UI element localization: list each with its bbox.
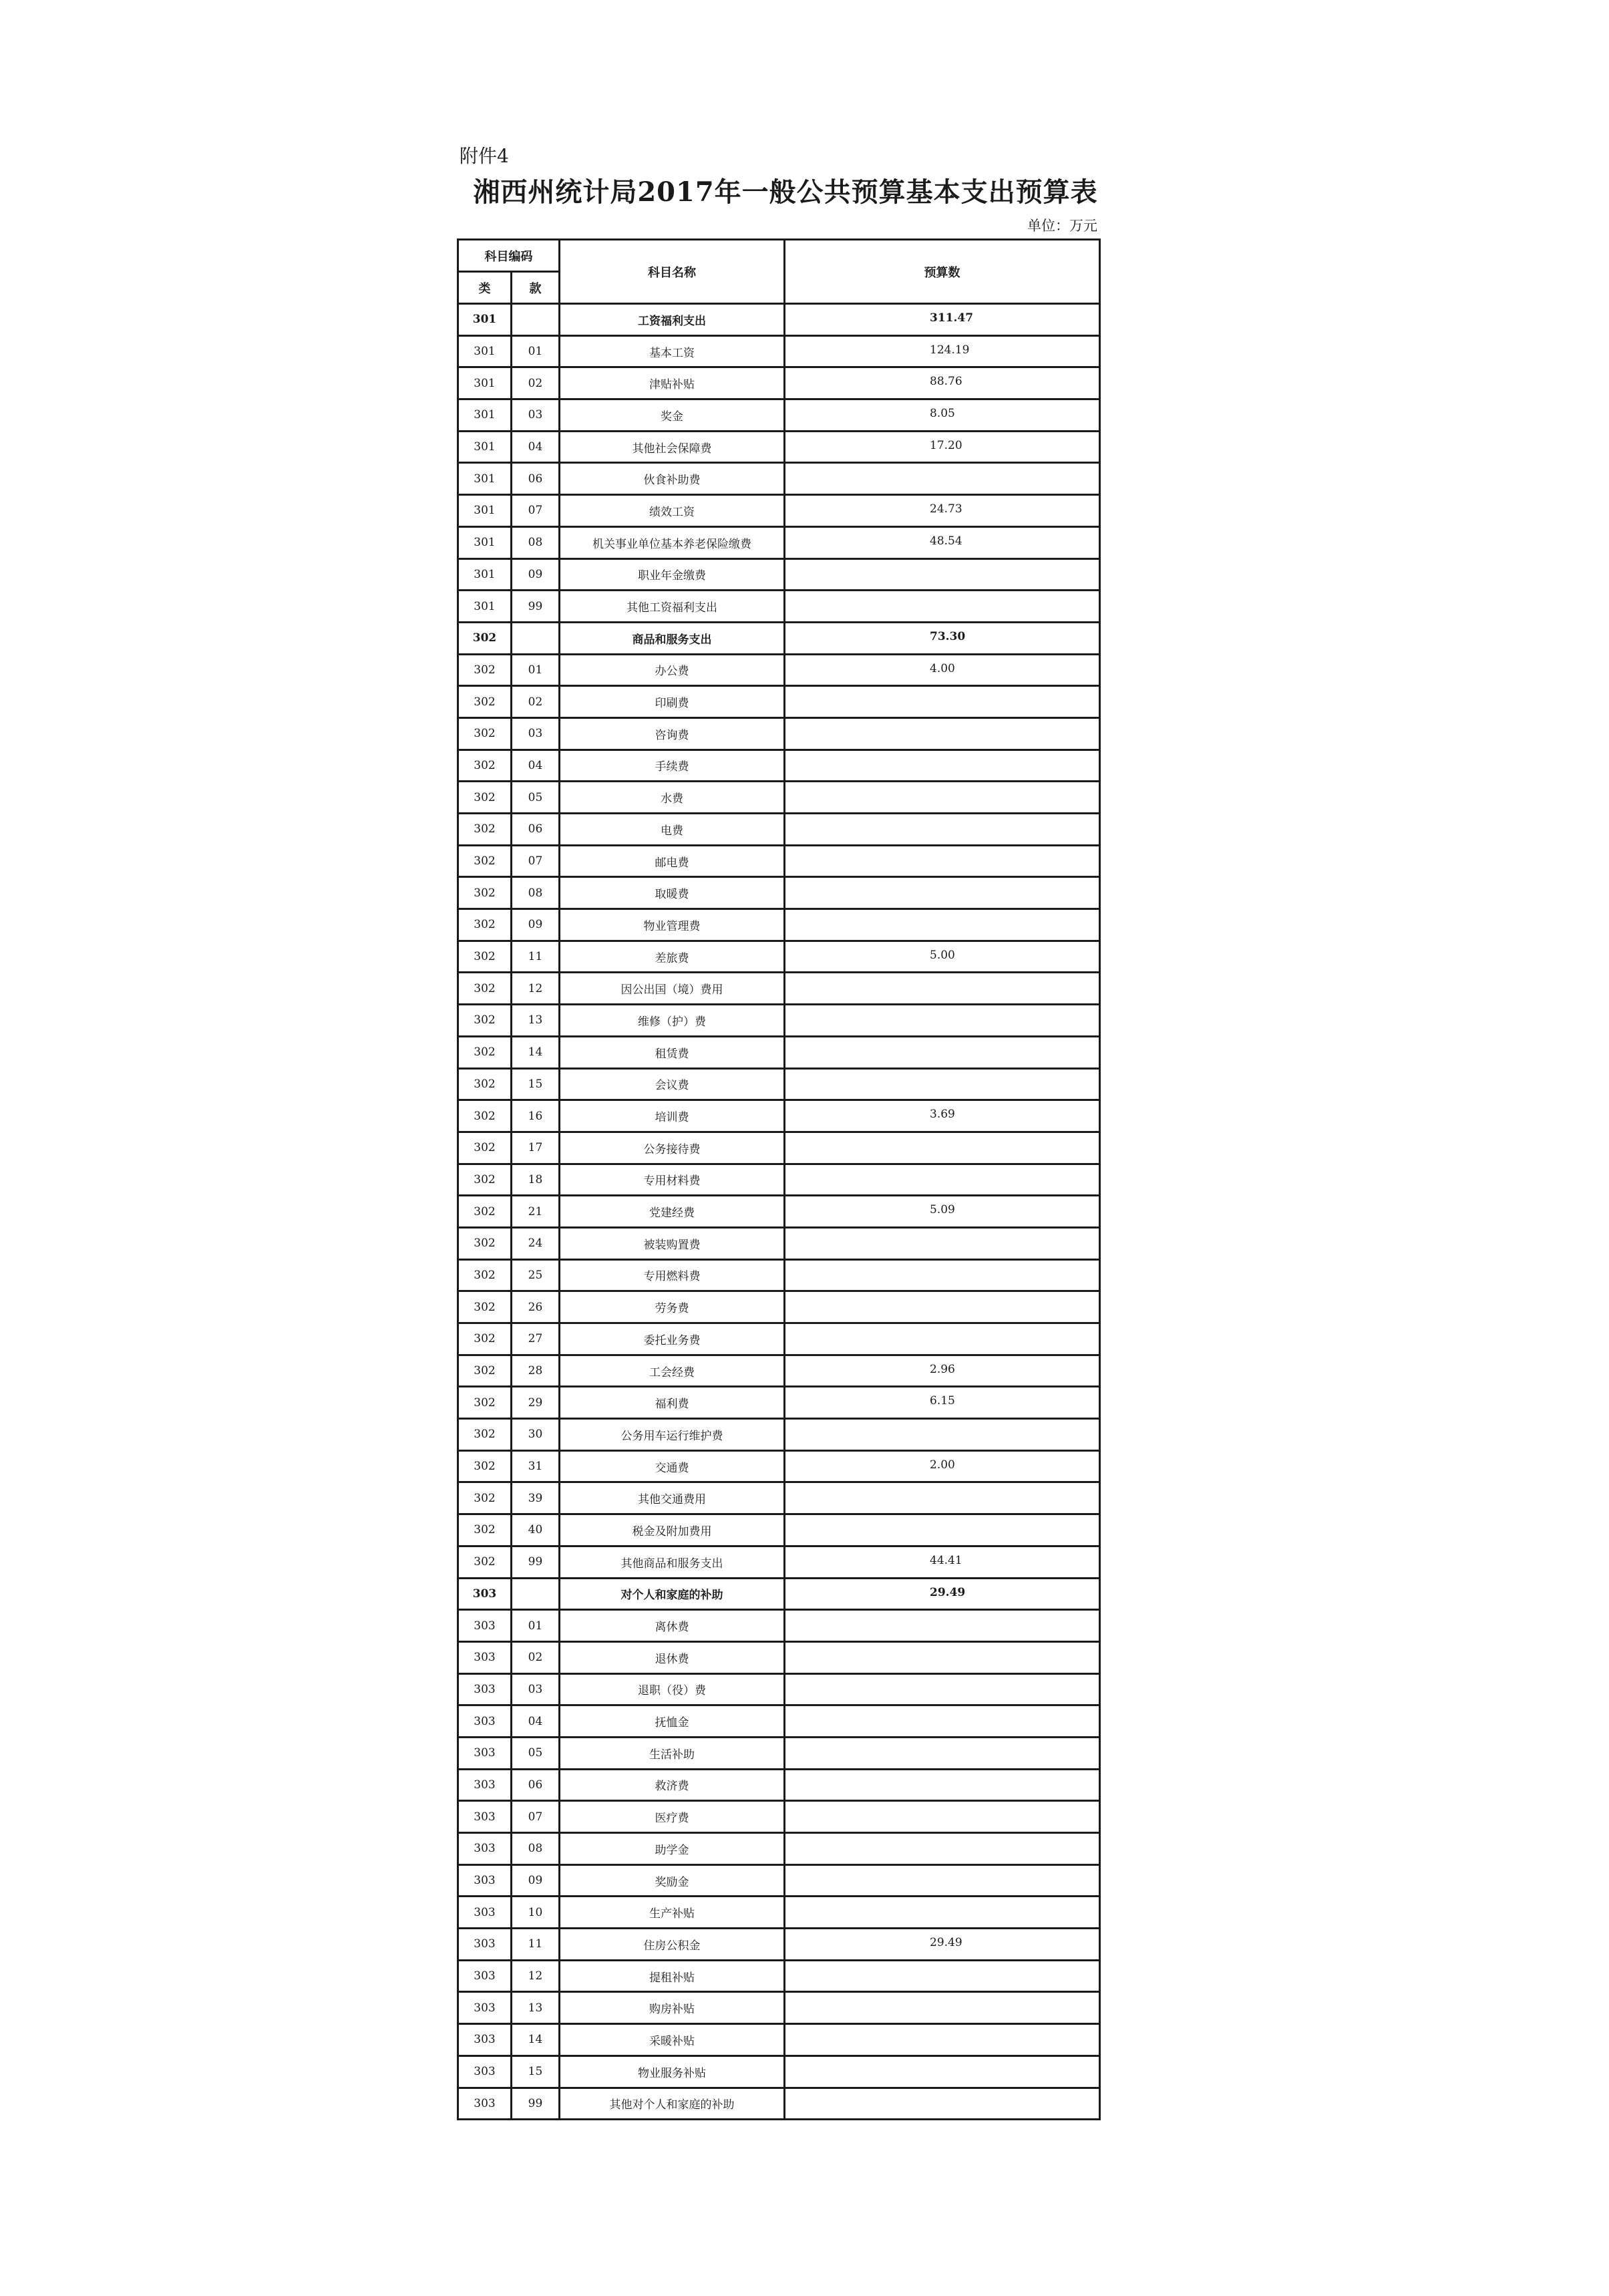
cell-item: 13	[512, 1005, 560, 1037]
cell-name: 对个人和家庭的补助	[560, 1578, 785, 1610]
cell-class: 303	[458, 1769, 512, 1801]
cell-name: 其他工资福利支出	[560, 591, 785, 623]
cell-name: 生活补助	[560, 1737, 785, 1769]
cell-class: 301	[458, 495, 512, 527]
table-row	[458, 431, 1100, 463]
cell-class: 301	[458, 335, 512, 367]
cell-item: 01	[512, 654, 560, 686]
cell-item: 12	[512, 1960, 560, 1992]
budget-table	[457, 238, 1101, 2120]
cell-amount	[785, 1769, 1100, 1801]
cell-item	[512, 304, 560, 336]
cell-item: 07	[512, 1801, 560, 1833]
cell-name: 会议费	[560, 1068, 785, 1100]
cell-amount	[785, 1801, 1100, 1833]
cell-amount	[785, 1227, 1100, 1259]
cell-class: 303	[458, 1610, 512, 1642]
unit-label: 单位：万元	[1027, 218, 1097, 234]
cell-name: 其他社会保障费	[560, 431, 785, 463]
table-row	[458, 1705, 1100, 1738]
cell-item: 11	[512, 1929, 560, 1961]
table-row	[458, 1227, 1100, 1259]
table-row	[458, 335, 1100, 367]
cell-item: 05	[512, 1737, 560, 1769]
cell-item: 04	[512, 1705, 560, 1738]
cell-item: 03	[512, 717, 560, 750]
cell-item: 40	[512, 1514, 560, 1546]
cell-amount	[785, 558, 1100, 591]
cell-name: 专用燃料费	[560, 1259, 785, 1291]
cell-item: 10	[512, 1897, 560, 1929]
cell-name: 电费	[560, 814, 785, 846]
cell-item: 09	[512, 558, 560, 591]
table-row	[458, 1419, 1100, 1451]
cell-class: 303	[458, 1833, 512, 1865]
table-row	[458, 2024, 1100, 2056]
cell-class: 302	[458, 1355, 512, 1387]
cell-item: 03	[512, 1673, 560, 1705]
cell-item: 18	[512, 1164, 560, 1196]
cell-item: 39	[512, 1482, 560, 1514]
cell-amount	[785, 1259, 1100, 1291]
cell-item: 09	[512, 1864, 560, 1897]
cell-name: 维修（护）费	[560, 1005, 785, 1037]
cell-item: 14	[512, 2024, 560, 2056]
cell-amount: 311.47	[785, 304, 1100, 336]
header-amount: 预算数	[785, 240, 1100, 304]
cell-class: 302	[458, 1068, 512, 1100]
cell-item: 04	[512, 750, 560, 782]
cell-amount	[785, 1610, 1100, 1642]
table-row	[458, 1387, 1100, 1419]
cell-amount: 8.05	[785, 399, 1100, 432]
cell-amount	[785, 782, 1100, 814]
cell-class: 302	[458, 1132, 512, 1164]
cell-amount	[785, 1641, 1100, 1673]
table-row	[458, 1769, 1100, 1801]
cell-class: 303	[458, 1578, 512, 1610]
cell-name: 印刷费	[560, 686, 785, 718]
cell-name: 退休费	[560, 1641, 785, 1673]
cell-class: 302	[458, 1291, 512, 1323]
cell-amount	[785, 1705, 1100, 1738]
cell-class: 302	[458, 686, 512, 718]
cell-amount	[785, 2088, 1100, 2120]
cell-class: 302	[458, 1005, 512, 1037]
annex-label: 附件4	[460, 145, 509, 167]
cell-item: 25	[512, 1259, 560, 1291]
cell-amount: 6.15	[785, 1387, 1100, 1419]
table-row	[458, 845, 1100, 877]
cell-name: 税金及附加费用	[560, 1514, 785, 1546]
cell-item	[512, 622, 560, 654]
cell-amount: 4.00	[785, 654, 1100, 686]
cell-amount	[785, 973, 1100, 1005]
cell-name: 手续费	[560, 750, 785, 782]
cell-item: 11	[512, 941, 560, 973]
cell-amount	[785, 1514, 1100, 1546]
cell-class: 303	[458, 1960, 512, 1992]
cell-item: 13	[512, 1992, 560, 2024]
cell-class: 303	[458, 1801, 512, 1833]
cell-name: 医疗费	[560, 1801, 785, 1833]
table-body	[458, 304, 1100, 2120]
cell-class: 303	[458, 2024, 512, 2056]
table-row	[458, 1450, 1100, 1482]
cell-name: 购房补贴	[560, 1992, 785, 2024]
table-row	[458, 1897, 1100, 1929]
table-row	[458, 1196, 1100, 1228]
cell-amount: 29.49	[785, 1578, 1100, 1610]
cell-name: 福利费	[560, 1387, 785, 1419]
cell-name: 公务用车运行维护费	[560, 1419, 785, 1451]
cell-class: 302	[458, 909, 512, 941]
cell-name: 退职（役）费	[560, 1673, 785, 1705]
cell-class: 302	[458, 1482, 512, 1514]
table-header	[458, 240, 1100, 304]
cell-amount: 73.30	[785, 622, 1100, 654]
cell-amount: 24.73	[785, 495, 1100, 527]
table-row	[458, 1164, 1100, 1196]
cell-name: 职业年金缴费	[560, 558, 785, 591]
cell-amount: 88.76	[785, 367, 1100, 399]
table-row	[458, 1514, 1100, 1546]
cell-item: 31	[512, 1450, 560, 1482]
cell-name: 采暖补贴	[560, 2024, 785, 2056]
cell-item: 05	[512, 782, 560, 814]
cell-item: 07	[512, 845, 560, 877]
cell-item: 28	[512, 1355, 560, 1387]
table-row	[458, 1482, 1100, 1514]
cell-item: 06	[512, 814, 560, 846]
cell-class: 302	[458, 1323, 512, 1355]
cell-name: 工会经费	[560, 1355, 785, 1387]
cell-name: 抚恤金	[560, 1705, 785, 1738]
cell-name: 党建经费	[560, 1196, 785, 1228]
cell-amount	[785, 591, 1100, 623]
table-row	[458, 1036, 1100, 1068]
cell-name: 交通费	[560, 1450, 785, 1482]
cell-amount	[785, 1164, 1100, 1196]
cell-class: 302	[458, 654, 512, 686]
cell-name: 伙食补助费	[560, 463, 785, 495]
cell-item	[512, 1578, 560, 1610]
cell-name: 被装购置费	[560, 1227, 785, 1259]
table-row	[458, 1323, 1100, 1355]
cell-amount	[785, 909, 1100, 941]
table-row	[458, 1291, 1100, 1323]
cell-name: 津贴补贴	[560, 367, 785, 399]
cell-item: 15	[512, 1068, 560, 1100]
cell-item: 04	[512, 431, 560, 463]
table-row	[458, 1068, 1100, 1100]
table-row	[458, 399, 1100, 432]
table-row	[458, 750, 1100, 782]
table-row	[458, 2056, 1100, 2088]
cell-amount	[785, 845, 1100, 877]
cell-class: 302	[458, 782, 512, 814]
cell-item: 17	[512, 1132, 560, 1164]
table-row	[458, 1641, 1100, 1673]
cell-item: 01	[512, 335, 560, 367]
table-row	[458, 558, 1100, 591]
header-class: 类	[458, 272, 512, 304]
cell-name: 其他商品和服务支出	[560, 1546, 785, 1578]
cell-amount	[785, 1897, 1100, 1929]
cell-class: 302	[458, 1387, 512, 1419]
cell-name: 专用材料费	[560, 1164, 785, 1196]
cell-amount	[785, 1068, 1100, 1100]
cell-class: 302	[458, 877, 512, 909]
cell-amount	[785, 2024, 1100, 2056]
cell-item: 29	[512, 1387, 560, 1419]
cell-class: 303	[458, 1992, 512, 2024]
header-item: 款	[512, 272, 560, 304]
cell-amount	[785, 1323, 1100, 1355]
cell-amount: 5.09	[785, 1196, 1100, 1228]
table-row	[458, 1992, 1100, 2024]
cell-class: 302	[458, 973, 512, 1005]
table-row	[458, 1737, 1100, 1769]
table-row	[458, 1578, 1100, 1610]
cell-name: 邮电费	[560, 845, 785, 877]
cell-class: 303	[458, 1705, 512, 1738]
cell-class: 303	[458, 1864, 512, 1897]
cell-class: 302	[458, 941, 512, 973]
table-row	[458, 622, 1100, 654]
cell-item: 14	[512, 1036, 560, 1068]
cell-amount: 3.69	[785, 1100, 1100, 1132]
cell-name: 提租补贴	[560, 1960, 785, 1992]
cell-name: 救济费	[560, 1769, 785, 1801]
table-row	[458, 526, 1100, 558]
cell-item: 09	[512, 909, 560, 941]
table-row	[458, 654, 1100, 686]
cell-amount	[785, 686, 1100, 718]
cell-amount: 5.00	[785, 941, 1100, 973]
cell-item: 08	[512, 526, 560, 558]
cell-item: 08	[512, 877, 560, 909]
cell-class: 302	[458, 1546, 512, 1578]
cell-amount	[785, 1419, 1100, 1451]
table-row	[458, 1355, 1100, 1387]
cell-name: 其他对个人和家庭的补助	[560, 2088, 785, 2120]
table-row	[458, 1132, 1100, 1164]
cell-class: 302	[458, 1100, 512, 1132]
cell-name: 水费	[560, 782, 785, 814]
cell-name: 其他交通费用	[560, 1482, 785, 1514]
cell-name: 租赁费	[560, 1036, 785, 1068]
cell-amount: 17.20	[785, 431, 1100, 463]
cell-class: 303	[458, 1929, 512, 1961]
cell-item: 06	[512, 463, 560, 495]
cell-amount	[785, 1291, 1100, 1323]
table-row	[458, 1100, 1100, 1132]
cell-item: 99	[512, 2088, 560, 2120]
cell-amount: 48.54	[785, 526, 1100, 558]
table-row	[458, 1864, 1100, 1897]
cell-class: 301	[458, 304, 512, 336]
cell-class: 302	[458, 750, 512, 782]
table-row	[458, 877, 1100, 909]
cell-name: 物业管理费	[560, 909, 785, 941]
cell-name: 商品和服务支出	[560, 622, 785, 654]
cell-item: 26	[512, 1291, 560, 1323]
cell-amount	[785, 1864, 1100, 1897]
cell-class: 302	[458, 1164, 512, 1196]
document-title: 湘西州统计局2017年一般公共预算基本支出预算表	[473, 176, 1098, 208]
cell-class: 302	[458, 1450, 512, 1482]
cell-item: 21	[512, 1196, 560, 1228]
cell-name: 咨询费	[560, 717, 785, 750]
cell-name: 住房公积金	[560, 1929, 785, 1961]
cell-amount: 2.96	[785, 1355, 1100, 1387]
cell-amount	[785, 1482, 1100, 1514]
cell-item: 02	[512, 686, 560, 718]
cell-name: 机关事业单位基本养老保险缴费	[560, 526, 785, 558]
cell-item: 01	[512, 1610, 560, 1642]
cell-name: 奖金	[560, 399, 785, 432]
cell-item: 24	[512, 1227, 560, 1259]
cell-amount	[785, 1833, 1100, 1865]
cell-class: 301	[458, 463, 512, 495]
table-row	[458, 1546, 1100, 1578]
cell-name: 差旅费	[560, 941, 785, 973]
cell-item: 27	[512, 1323, 560, 1355]
cell-amount: 29.49	[785, 1929, 1100, 1961]
cell-amount	[785, 877, 1100, 909]
cell-amount	[785, 1005, 1100, 1037]
cell-amount	[785, 2056, 1100, 2088]
cell-item: 06	[512, 1769, 560, 1801]
cell-amount	[785, 1737, 1100, 1769]
cell-item: 30	[512, 1419, 560, 1451]
cell-amount	[785, 1673, 1100, 1705]
cell-amount: 124.19	[785, 335, 1100, 367]
table-row	[458, 686, 1100, 718]
cell-class: 303	[458, 2088, 512, 2120]
cell-amount	[785, 463, 1100, 495]
cell-item: 03	[512, 399, 560, 432]
cell-class: 302	[458, 1419, 512, 1451]
cell-amount	[785, 750, 1100, 782]
table-row	[458, 717, 1100, 750]
cell-item: 15	[512, 2056, 560, 2088]
table-row	[458, 1673, 1100, 1705]
cell-class: 302	[458, 1259, 512, 1291]
table-row	[458, 304, 1100, 336]
cell-class: 302	[458, 1036, 512, 1068]
table-row	[458, 1960, 1100, 1992]
cell-name: 取暖费	[560, 877, 785, 909]
cell-name: 工资福利支出	[560, 304, 785, 336]
table-row	[458, 814, 1100, 846]
cell-name: 劳务费	[560, 1291, 785, 1323]
cell-name: 委托业务费	[560, 1323, 785, 1355]
cell-name: 因公出国（境）费用	[560, 973, 785, 1005]
cell-name: 基本工资	[560, 335, 785, 367]
table-row	[458, 1801, 1100, 1833]
cell-amount	[785, 1992, 1100, 2024]
cell-item: 99	[512, 1546, 560, 1578]
cell-name: 培训费	[560, 1100, 785, 1132]
cell-name: 助学金	[560, 1833, 785, 1865]
cell-amount	[785, 814, 1100, 846]
table-row	[458, 941, 1100, 973]
cell-class: 302	[458, 1196, 512, 1228]
cell-class: 301	[458, 591, 512, 623]
cell-name: 生产补贴	[560, 1897, 785, 1929]
cell-item: 16	[512, 1100, 560, 1132]
cell-item: 07	[512, 495, 560, 527]
header-code: 科目编码	[458, 240, 560, 272]
cell-class: 302	[458, 717, 512, 750]
cell-class: 301	[458, 558, 512, 591]
cell-amount	[785, 1132, 1100, 1164]
table-row	[458, 1259, 1100, 1291]
cell-class: 301	[458, 431, 512, 463]
cell-item: 02	[512, 1641, 560, 1673]
cell-amount	[785, 717, 1100, 750]
table-row	[458, 1833, 1100, 1865]
cell-name: 物业服务补贴	[560, 2056, 785, 2088]
cell-item: 08	[512, 1833, 560, 1865]
cell-class: 302	[458, 622, 512, 654]
cell-amount	[785, 1036, 1100, 1068]
cell-class: 301	[458, 399, 512, 432]
table-row	[458, 2088, 1100, 2120]
cell-item: 12	[512, 973, 560, 1005]
table-row	[458, 367, 1100, 399]
table-row	[458, 973, 1100, 1005]
table-row	[458, 495, 1100, 527]
cell-amount	[785, 1960, 1100, 1992]
cell-name: 办公费	[560, 654, 785, 686]
table-row	[458, 463, 1100, 495]
cell-class: 303	[458, 1673, 512, 1705]
table-row	[458, 591, 1100, 623]
cell-name: 公务接待费	[560, 1132, 785, 1164]
cell-name: 离休费	[560, 1610, 785, 1642]
table-row	[458, 1005, 1100, 1037]
table-row	[458, 1929, 1100, 1961]
cell-class: 302	[458, 1227, 512, 1259]
cell-item: 02	[512, 367, 560, 399]
cell-class: 301	[458, 367, 512, 399]
cell-class: 303	[458, 1641, 512, 1673]
cell-item: 99	[512, 591, 560, 623]
header-name: 科目名称	[560, 240, 785, 304]
cell-class: 302	[458, 1514, 512, 1546]
cell-amount: 2.00	[785, 1450, 1100, 1482]
cell-class: 303	[458, 2056, 512, 2088]
table-row	[458, 909, 1100, 941]
cell-class: 303	[458, 1737, 512, 1769]
table-row	[458, 782, 1100, 814]
cell-amount: 44.41	[785, 1546, 1100, 1578]
cell-class: 301	[458, 526, 512, 558]
cell-class: 302	[458, 814, 512, 846]
cell-class: 302	[458, 845, 512, 877]
cell-name: 绩效工资	[560, 495, 785, 527]
table-row	[458, 1610, 1100, 1642]
cell-class: 303	[458, 1897, 512, 1929]
cell-name: 奖励金	[560, 1864, 785, 1897]
